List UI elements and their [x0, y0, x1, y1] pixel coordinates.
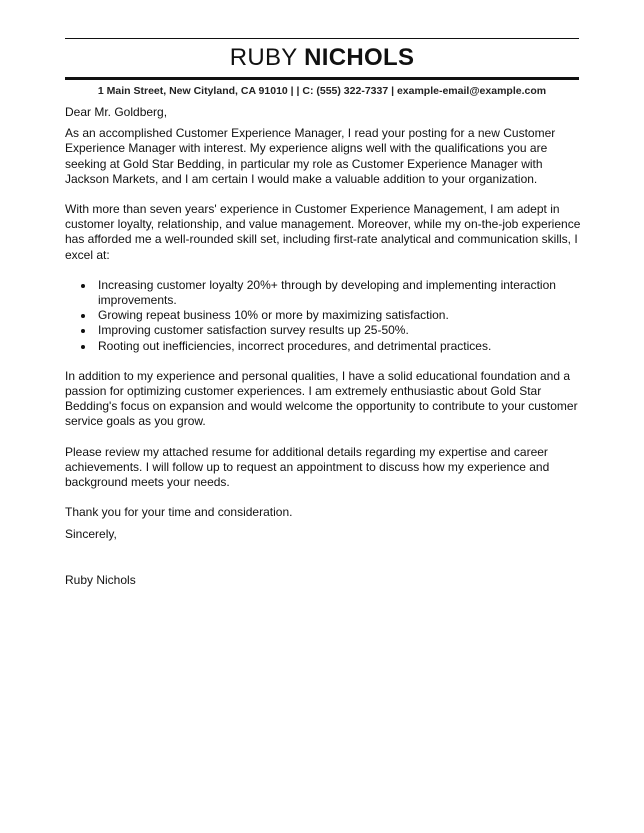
applicant-name — [65, 43, 579, 73]
skills-list — [65, 278, 585, 354]
first-name: RUBY — [229, 44, 298, 71]
list-item-text: Improving customer satisfaction survey results up 25-50%. — [98, 323, 409, 338]
bullet-icon — [81, 329, 85, 333]
bullet-icon — [81, 284, 85, 288]
bullet-icon — [81, 314, 85, 318]
signature: Ruby Nichols — [65, 572, 136, 587]
header-top-rule — [65, 38, 579, 39]
list-item-text: Increasing customer loyalty 20%+ through by developing and implementing interaction improvements. — [98, 277, 556, 308]
list-item-text: Rooting out inefficiencies, incorrect procedures, and detrimental practices. — [98, 338, 492, 353]
paragraph-intro: As an accomplished Customer Experience Manager, I read your posting for a new Customer Experience Manager with interest. My experience aligns well with the qualifications you are seeking at Gold Star Bedding, in particular my role as Customer Experience Manager with Jackson Markets, and I am certain I would make a valuable addition to your organization. — [65, 126, 556, 186]
contact-line: 1 Main Street, New Cityland, CA 91010 | | C: (555) 322-7337 | example-email@example.com — [97, 85, 547, 97]
paragraph-experience: With more than seven years' experience in Customer Experience Management, I am adept in customer loyalty, relationship, and value management. Moreover, while my on-the-job experience has afforded me a well-rounded skill set, including first-rate analytical and communication skills, I excel at: — [65, 202, 581, 262]
bullet-icon — [81, 345, 85, 349]
paragraph-follow-up: Please review my attached resume for additional details regarding my expertise and career achievements. I will follow up to request an appointment to discuss how my experience and background meets your needs. — [65, 444, 550, 490]
last-name: NICHOLS — [304, 44, 415, 71]
closing-line: Thank you for your time and consideration. — [65, 505, 293, 520]
list-item — [65, 278, 585, 308]
letter-body — [65, 105, 585, 588]
list-item-text: Growing repeat business 10% or more by maximizing satisfaction. — [98, 308, 449, 323]
salutation: Dear Mr. Goldberg, — [65, 105, 168, 119]
sign-off: Sincerely, — [65, 527, 117, 542]
list-item — [65, 308, 585, 323]
list-item — [65, 339, 585, 354]
header-bottom-rule — [65, 77, 579, 80]
list-item — [65, 323, 585, 338]
paragraph-education: In addition to my experience and personal qualities, I have a solid educational foundation and a passion for optimizing customer experiences. I am extremely enthusiastic about Gold Star Bedding's focus on expansion and would welcome the opportunity to contribute to your customer service goals as you grow. — [65, 368, 578, 429]
